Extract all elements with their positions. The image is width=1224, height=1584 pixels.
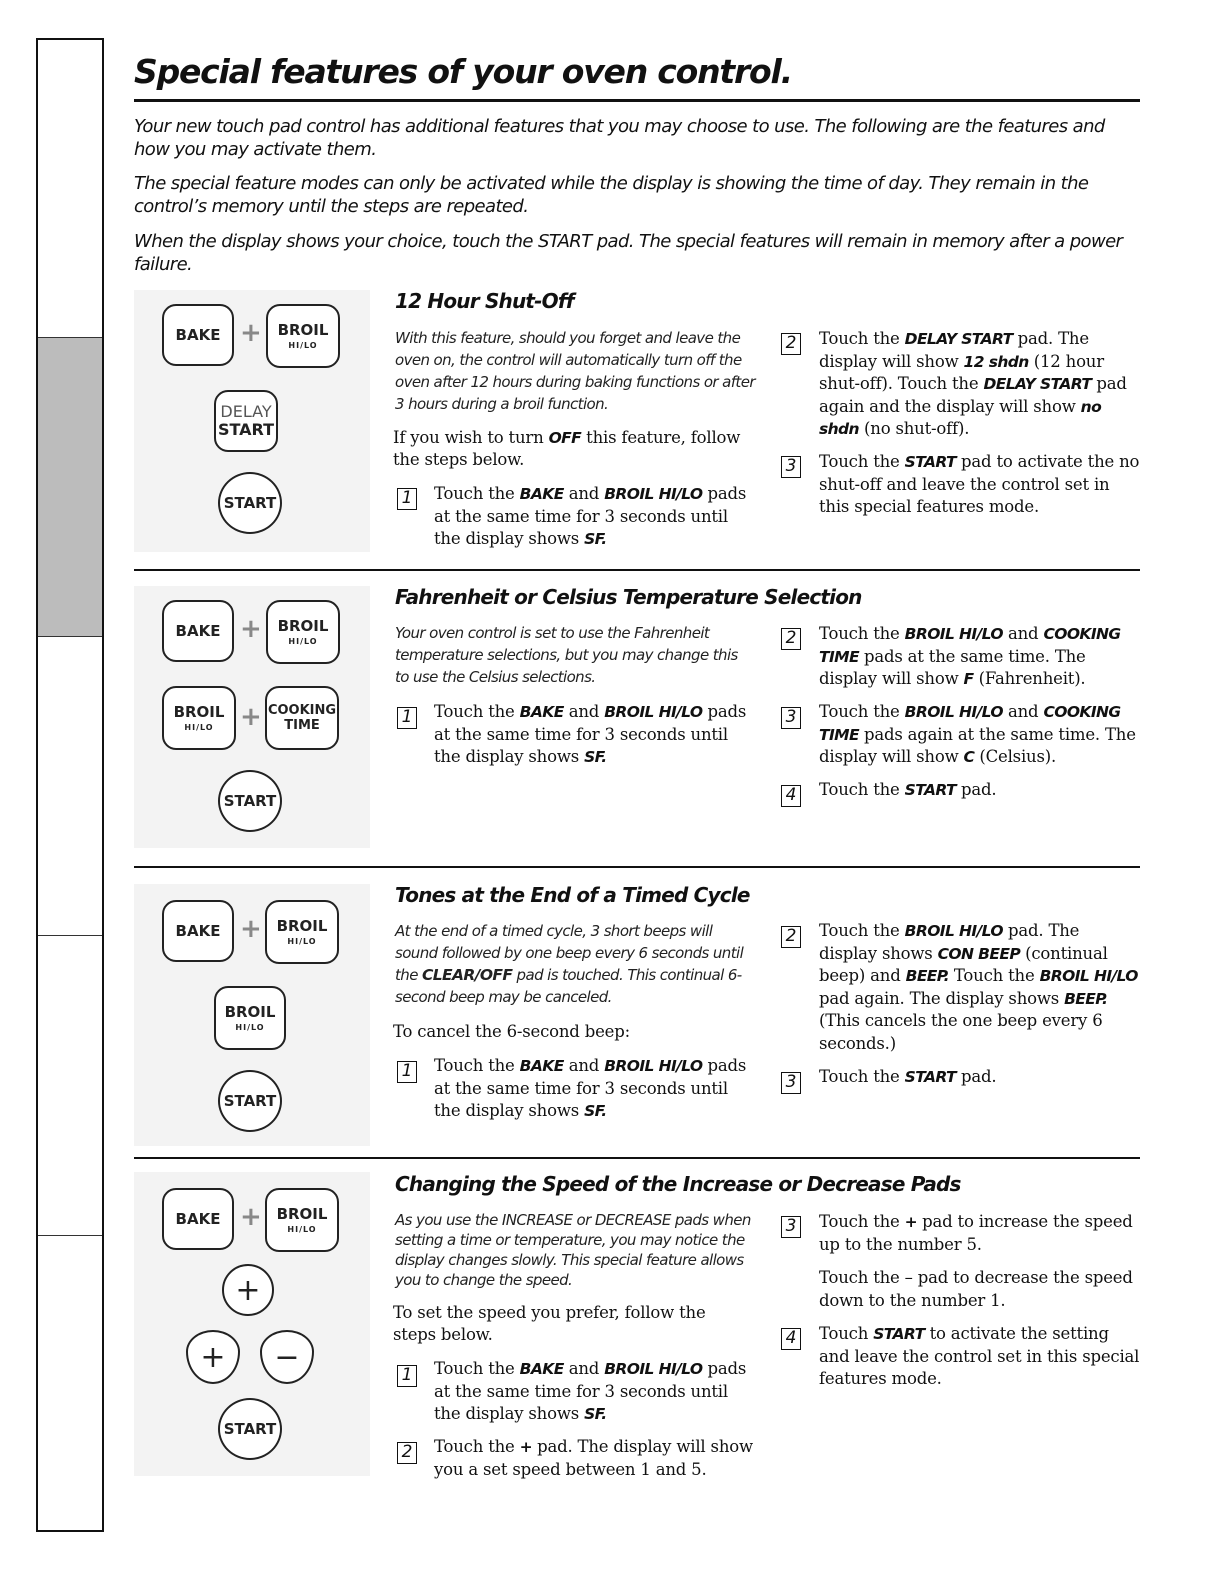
tones-step-2: Touch the BROIL HI/LO pad. The display shows CON BEEP (continual beep) and BEEP. Touch the BROIL HI/LO pad again. The display shows BEEP. (This cancels the one beep every 6 seconds.) <box>819 921 1138 1053</box>
intro-paragraph-1: Your new touch pad control has additional features that you may choose to use. The following are the features and how you may activate them. <box>134 116 1105 160</box>
step-number: 4 <box>781 785 801 807</box>
temp-step-1: Touch the BAKE and BROIL HI/LO pads at the same time for 3 seconds until the display shows SF. <box>434 702 747 766</box>
delay-start-pad: DELAY START <box>214 390 278 452</box>
start-pad: START <box>218 1398 282 1460</box>
step-number: 3 <box>781 456 801 478</box>
speed-description: As you use the INCREASE or DECREASE pads when setting a time or temperature, you may notice the display changes slowly. This special feature allows you to change the speed. <box>395 1211 751 1289</box>
speed-step-4: Touch START to activate the setting and leave the control set in this special features mode. <box>819 1324 1140 1388</box>
title-rule <box>134 99 1140 102</box>
plus-sign: + <box>240 914 262 944</box>
temp-description: Your oven control is set to use the Fahrenheit temperature selections, but you may change this to use the Celsius selections. <box>395 624 738 686</box>
step-number: 2 <box>781 628 801 650</box>
start-pad: START <box>218 472 282 534</box>
bake-pad: BAKE <box>162 900 234 962</box>
temp-step-2: Touch the BROIL HI/LO and COOKING TIME pads at the same time. The display will show F (Fahrenheit). <box>819 624 1121 688</box>
shutoff-heading: 12 Hour Shut-Off <box>395 289 574 313</box>
speed-step-3-decrease: Touch the – pad to decrease the speed down to the number 1. <box>819 1268 1133 1310</box>
plus-sign: + <box>240 1202 262 1232</box>
side-tab-1 <box>38 40 102 338</box>
section-divider <box>134 1157 1140 1159</box>
increase-arrow-pad: + <box>186 1330 240 1384</box>
intro-paragraph-3: When the display shows your choice, touch the START pad. The special features will remain in memory after a power failure. <box>134 231 1123 275</box>
side-tab-column <box>36 38 104 1532</box>
section-divider <box>134 569 1140 571</box>
step-number: 3 <box>781 1216 801 1238</box>
temp-step-3: Touch the BROIL HI/LO and COOKING TIME pads again at the same time. The display will show C (Celsius). <box>819 702 1136 766</box>
speed-step-1: Touch the BAKE and BROIL HI/LO pads at the same time for 3 seconds until the display shows SF. <box>434 1359 747 1423</box>
broil-hilo-pad: BROIL HI/LO <box>265 900 339 964</box>
bake-pad: BAKE <box>162 1188 234 1250</box>
shutoff-step-2: Touch the DELAY START pad. The display will show 12 shdn (12 hour shut-off). Touch the DELAY START pad again and the display will show no shdn (no shut-off). <box>819 329 1127 438</box>
increase-pad: + <box>222 1264 274 1316</box>
step-number: 1 <box>397 488 417 510</box>
broil-hilo-pad: BROIL HI/LO <box>265 1188 339 1252</box>
start-pad: START <box>218 770 282 832</box>
tones-description: At the end of a timed cycle, 3 short beeps will sound followed by one beep every 6 seconds until the CLEAR/OFF pad is touched. This continual 6-second beep may be canceled. <box>395 922 744 1006</box>
speed-pad-diagram <box>134 1172 370 1476</box>
step-number: 2 <box>781 333 801 355</box>
broil-hilo-pad: BROIL HI/LO <box>214 986 286 1050</box>
start-pad: START <box>218 1070 282 1132</box>
speed-step-2: Touch the + pad. The display will show you a set speed between 1 and 5. <box>434 1437 753 1479</box>
temp-step-4: Touch the START pad. <box>819 780 997 799</box>
step-number: 1 <box>397 1061 417 1083</box>
tones-step-3: Touch the START pad. <box>819 1067 997 1086</box>
shutoff-pad-diagram <box>134 290 370 552</box>
shutoff-description: With this feature, should you forget and leave the oven on, the control will automatically turn off the oven after 12 hours during baking functions or after 3 hours during a broil function. <box>395 329 755 413</box>
bake-pad: BAKE <box>162 600 234 662</box>
cooking-time-pad: COOKING TIME <box>265 686 339 750</box>
broil-hilo-pad: BROIL HI/LO <box>266 600 340 664</box>
plus-sign: + <box>240 318 262 348</box>
tones-pad-diagram <box>134 884 370 1146</box>
intro-paragraph-2: The special feature modes can only be activated while the display is showing the time of day. They remain in the control’s memory until the steps are repeated. <box>134 173 1089 217</box>
side-tab-4 <box>38 936 102 1236</box>
speed-step-3: Touch the + pad to increase the speed up to the number 5. <box>819 1212 1133 1254</box>
shutoff-note: If you wish to turn OFF this feature, follow the steps below. <box>393 428 741 469</box>
step-number: 2 <box>781 926 801 948</box>
step-number: 4 <box>781 1328 801 1350</box>
step-number: 3 <box>781 707 801 729</box>
tones-heading: Tones at the End of a Timed Cycle <box>395 883 750 907</box>
temp-pad-diagram <box>134 586 370 848</box>
shutoff-step-3: Touch the START pad to activate the no shut-off and leave the control set in this special features mode. <box>819 452 1140 516</box>
broil-hilo-pad: BROIL HI/LO <box>162 686 236 750</box>
tones-note: To cancel the 6-second beep: <box>393 1022 630 1041</box>
step-number: 2 <box>397 1442 417 1464</box>
side-tab-3 <box>38 637 102 936</box>
bake-pad: BAKE <box>162 304 234 366</box>
tones-step-1: Touch the BAKE and BROIL HI/LO pads at the same time for 3 seconds until the display shows SF. <box>434 1056 747 1120</box>
step-number: 3 <box>781 1072 801 1094</box>
plus-sign: + <box>240 614 262 644</box>
step-number: 1 <box>397 1365 417 1387</box>
shutoff-step-1: Touch the BAKE and BROIL HI/LO pads at the same time for 3 seconds until the display shows SF. <box>434 484 747 548</box>
decrease-arrow-pad: − <box>260 1330 314 1384</box>
plus-sign: + <box>240 702 262 732</box>
side-tab-2-active <box>38 338 102 637</box>
speed-heading: Changing the Speed of the Increase or Decrease Pads <box>395 1172 961 1196</box>
temp-heading: Fahrenheit or Celsius Temperature Selection <box>395 585 862 609</box>
broil-hilo-pad: BROIL HI/LO <box>266 304 340 368</box>
section-divider <box>134 866 1140 868</box>
step-number: 1 <box>397 707 417 729</box>
page-title: Special features of your oven control. <box>134 52 792 91</box>
speed-note: To set the speed you prefer, follow the steps below. <box>393 1303 706 1344</box>
